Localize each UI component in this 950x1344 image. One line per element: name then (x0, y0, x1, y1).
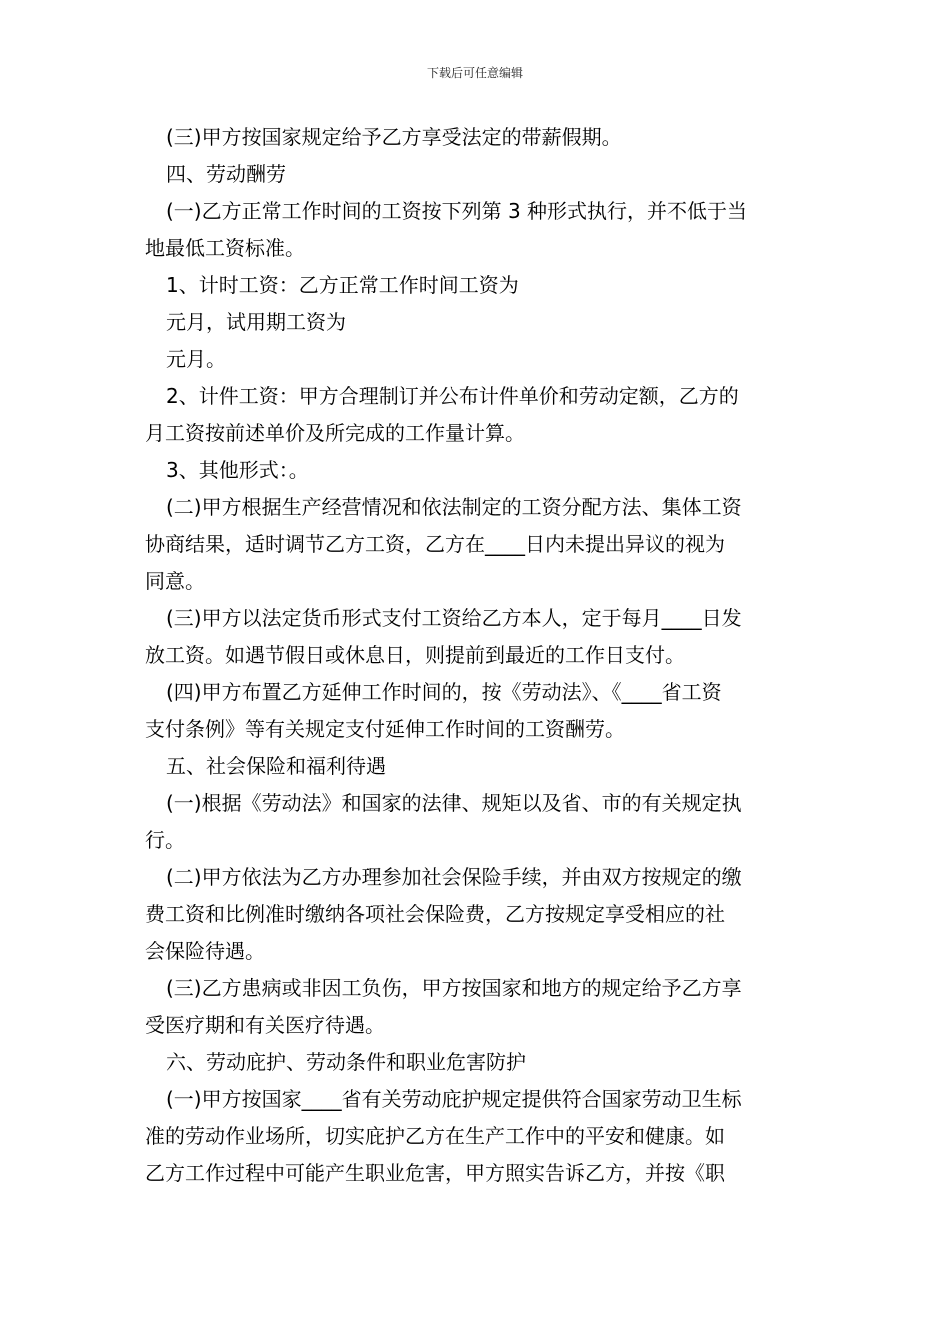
paragraph-line: 同意。 (145, 569, 205, 593)
paragraph-line: (一)甲方按国家____省有关劳动庇护规定提供符合国家劳动卫生标 (166, 1087, 742, 1111)
paragraph-line: 放工资。如遇节假日或休息日，则提前到最近的工作日支付。 (145, 643, 685, 667)
paragraph-line: 2、计件工资：甲方合理制订并公布计件单价和劳动定额，乙方的 (166, 384, 739, 408)
paragraph-line: (四)甲方布置乙方延伸工作时间的，按《劳动法》、《____省工资 (166, 680, 722, 704)
paragraph-line: (二)甲方依法为乙方办理参加社会保险手续，并由双方按规定的缴 (166, 865, 742, 889)
paragraph-line: 元月。 (166, 347, 226, 371)
section-heading: 六、劳动庇护、劳动条件和职业危害防护 (166, 1050, 526, 1074)
paragraph-line: 地最低工资标准。 (145, 236, 305, 260)
paragraph-line: 会保险待遇。 (145, 939, 265, 963)
paragraph-line: (一)乙方正常工作时间的工资按下列第 3 种形式执行，并不低于当 (166, 199, 748, 223)
paragraph-line: (三)甲方按国家规定给予乙方享受法定的带薪假期。 (166, 125, 622, 149)
paragraph-line: 协商结果，适时调节乙方工资，乙方在____日内未提出异议的视为 (145, 532, 725, 556)
section-heading: 四、劳动酬劳 (166, 162, 286, 186)
section-heading: 五、社会保险和福利待遇 (166, 754, 386, 778)
paragraph-line: 行。 (145, 828, 185, 852)
document-body (145, 119, 807, 1192)
paragraph-line: 受医疗期和有关医疗待遇。 (145, 1013, 385, 1037)
paragraph-line: (二)甲方根据生产经营情况和依法制定的工资分配方法、集体工资 (166, 495, 742, 519)
paragraph-line: 支付条例》等有关规定支付延伸工作时间的工资酬劳。 (145, 717, 625, 741)
paragraph-line: 准的劳动作业场所，切实庇护乙方在生产工作中的平安和健康。如 (145, 1124, 725, 1148)
paragraph-line: 1、计时工资：乙方正常工作时间工资为 (166, 273, 519, 297)
paragraph-line: 元月，试用期工资为 (166, 310, 346, 334)
paragraph-line: (三)甲方以法定货币形式支付工资给乙方本人，定于每月____日发 (166, 606, 742, 630)
paragraph-line: 3、其他形式：。 (166, 458, 309, 482)
page-header: 下载后可任意编辑 (426, 66, 523, 80)
paragraph-line: 月工资按前述单价及所完成的工作量计算。 (145, 421, 525, 445)
paragraph-line: 乙方工作过程中可能产生职业危害，甲方照实告诉乙方，并按《职 (145, 1161, 725, 1185)
paragraph-line: (一)根据《劳动法》和国家的法律、规矩以及省、市的有关规定执 (166, 791, 742, 815)
paragraph-line: (三)乙方患病或非因工负伤，甲方按国家和地方的规定给予乙方享 (166, 976, 742, 1000)
paragraph-line: 费工资和比例准时缴纳各项社会保险费，乙方按规定享受相应的社 (145, 902, 725, 926)
